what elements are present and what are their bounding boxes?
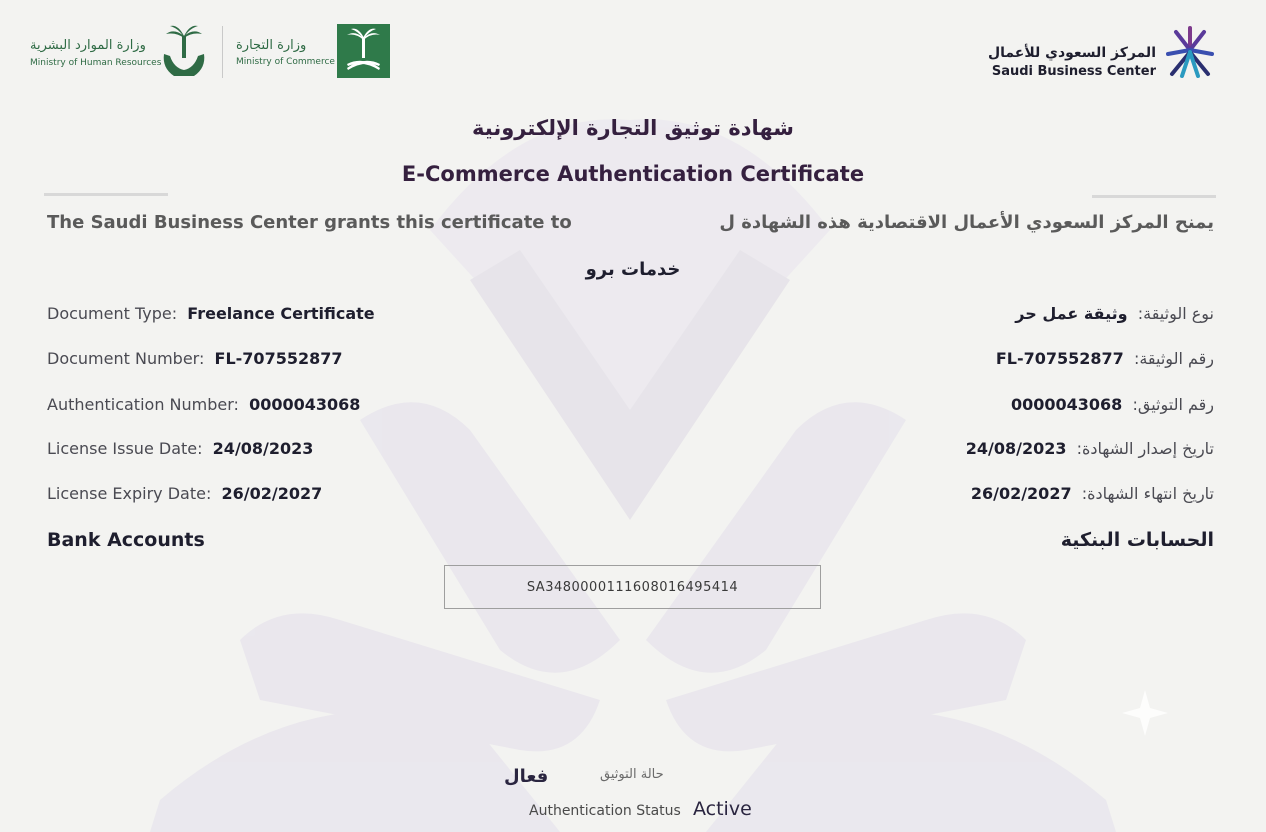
field-row-document-type-ar (1015, 304, 1214, 323)
field-row-document-number-en (47, 349, 343, 368)
certificate-title-ar: شهادة توثيق التجارة الإلكترونية (472, 116, 794, 140)
field-row-authentication-number-en (47, 395, 360, 414)
field-row-issue-date-en (47, 439, 313, 458)
field-value: وثيقة عمل حر (1015, 304, 1128, 323)
field-row-issue-date-ar (966, 439, 1214, 458)
sbc-name-en: Saudi Business Center (991, 64, 1156, 79)
status-label-ar: حالة التوثيق (600, 767, 664, 782)
sbc-star-icon (1162, 24, 1218, 78)
field-value: 26/02/2027 (221, 484, 323, 503)
field-label: رقم الوثيقة: (1133, 349, 1214, 368)
hr-ministry-name-ar: وزارة الموارد البشرية (30, 38, 146, 53)
hr-ministry-name-en: Ministry of Human Resources (30, 58, 162, 68)
field-label: تاريخ انتهاء الشهادة: (1081, 484, 1214, 503)
status-label-en: Authentication Status (529, 803, 681, 819)
grants-text-en: The Saudi Business Center grants this certificate to (47, 212, 572, 233)
bank-accounts-heading-ar: الحسابات البنكية (1060, 529, 1214, 551)
grantee-name: خدمات برو (585, 259, 681, 280)
field-label: Document Type: (47, 304, 178, 323)
field-label: Document Number: (47, 349, 205, 368)
bank-accounts-heading-en: Bank Accounts (47, 529, 205, 551)
iban-box: SA3480000111608016495414 (444, 565, 821, 609)
sbc-name-ar: المركز السعودي للأعمال (988, 45, 1156, 61)
field-value: FL-707552877 (995, 349, 1124, 368)
status-value-ar: فعال (504, 766, 549, 787)
field-value: 24/08/2023 (212, 439, 314, 458)
field-label: License Issue Date: (47, 439, 203, 458)
commerce-ministry-name-en: Ministry of Commerce (236, 57, 335, 67)
field-label: نوع الوثيقة: (1137, 304, 1214, 323)
header-divider (222, 26, 223, 78)
field-value: 24/08/2023 (965, 439, 1067, 458)
field-label: License Expiry Date: (47, 484, 212, 503)
certificate-title-en: E-Commerce Authentication Certificate (401, 162, 865, 186)
field-label: تاريخ إصدار الشهادة: (1076, 439, 1214, 458)
field-value: 0000043068 (1010, 395, 1123, 414)
palm-swords-emblem-icon (337, 24, 390, 78)
field-value: Freelance Certificate (187, 304, 375, 323)
field-row-authentication-number-ar (1011, 395, 1214, 414)
field-value: 0000043068 (249, 395, 361, 414)
commerce-ministry-name-ar: وزارة التجارة (236, 38, 307, 53)
field-value: FL-707552877 (214, 349, 343, 368)
field-row-expiry-date-ar (971, 484, 1214, 503)
title-rule-left (44, 193, 168, 196)
title-rule-right (1092, 195, 1216, 198)
palm-hands-emblem-icon (160, 24, 208, 78)
grants-text-ar: يمنح المركز السعودي الأعمال الاقتصادية هذه الشهادة ل (719, 212, 1214, 233)
field-label: رقم التوثيق: (1132, 395, 1214, 414)
status-value-en: Active (693, 798, 752, 820)
field-row-document-type-en (47, 304, 375, 323)
field-row-expiry-date-en (47, 484, 322, 503)
field-row-document-number-ar (996, 349, 1214, 368)
field-value: 26/02/2027 (970, 484, 1072, 503)
field-label: Authentication Number: (47, 395, 239, 414)
